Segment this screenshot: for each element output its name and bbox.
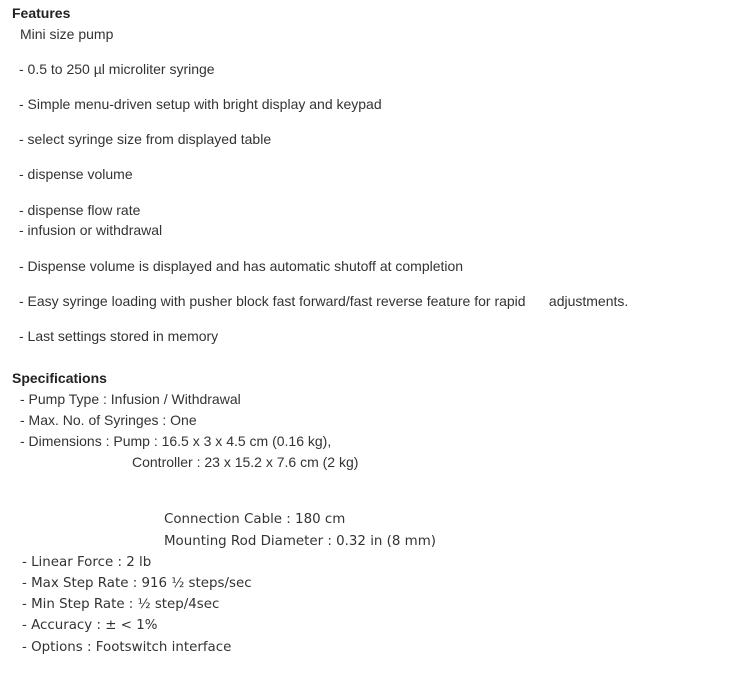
- spec-item-dimensions-pump: - Dimensions : Pump : 16.5 x 3 x 4.5 cm (0.16 kg),: [20, 433, 332, 449]
- spec-item-connection-cable: Connection Cable : 180 cm: [164, 512, 346, 527]
- spec-item-dimensions-controller: Controller : 23 x 15.2 x 7.6 cm (2 kg): [132, 454, 359, 470]
- spec-item-linear-force: - Linear Force : 2 lb: [22, 555, 152, 570]
- feature-item-settings-memory: - Last settings stored in memory: [19, 328, 219, 344]
- feature-item-menu-setup: - Simple menu-driven setup with bright display and keypad: [19, 96, 382, 112]
- specifications-heading: Specifications: [12, 370, 107, 386]
- feature-item-mini-size: Mini size pump: [20, 26, 114, 42]
- spec-item-max-step-rate: - Max Step Rate : 916 ½ steps/sec: [22, 576, 252, 591]
- features-heading: Features: [12, 5, 71, 21]
- spec-item-options: - Options : Footswitch interface: [22, 640, 232, 655]
- spec-item-mounting-rod: Mounting Rod Diameter : 0.32 in (8 mm): [164, 534, 436, 549]
- spec-item-accuracy: - Accuracy : ± < 1%: [22, 618, 158, 633]
- feature-item-syringe-size: - select syringe size from displayed table: [19, 131, 272, 147]
- feature-item-syringe-loading: - Easy syringe loading with pusher block fast forward/fast reverse feature for rapid adjustments.: [19, 293, 629, 309]
- feature-item-auto-shutoff: - Dispense volume is displayed and has automatic shutoff at completion: [19, 258, 464, 274]
- feature-item-syringe-range: - 0.5 to 250 µl microliter syringe: [19, 61, 215, 77]
- feature-item-infusion-withdrawal: - infusion or withdrawal: [19, 222, 163, 238]
- spec-item-min-step-rate: - Min Step Rate : ½ step/4sec: [22, 597, 220, 612]
- feature-item-flow-rate: - dispense flow rate: [19, 202, 141, 218]
- feature-item-dispense-volume: - dispense volume: [19, 166, 133, 182]
- spec-item-pump-type: - Pump Type : Infusion / Withdrawal: [20, 391, 241, 407]
- spec-item-max-syringes: - Max. No. of Syringes : One: [20, 412, 197, 428]
